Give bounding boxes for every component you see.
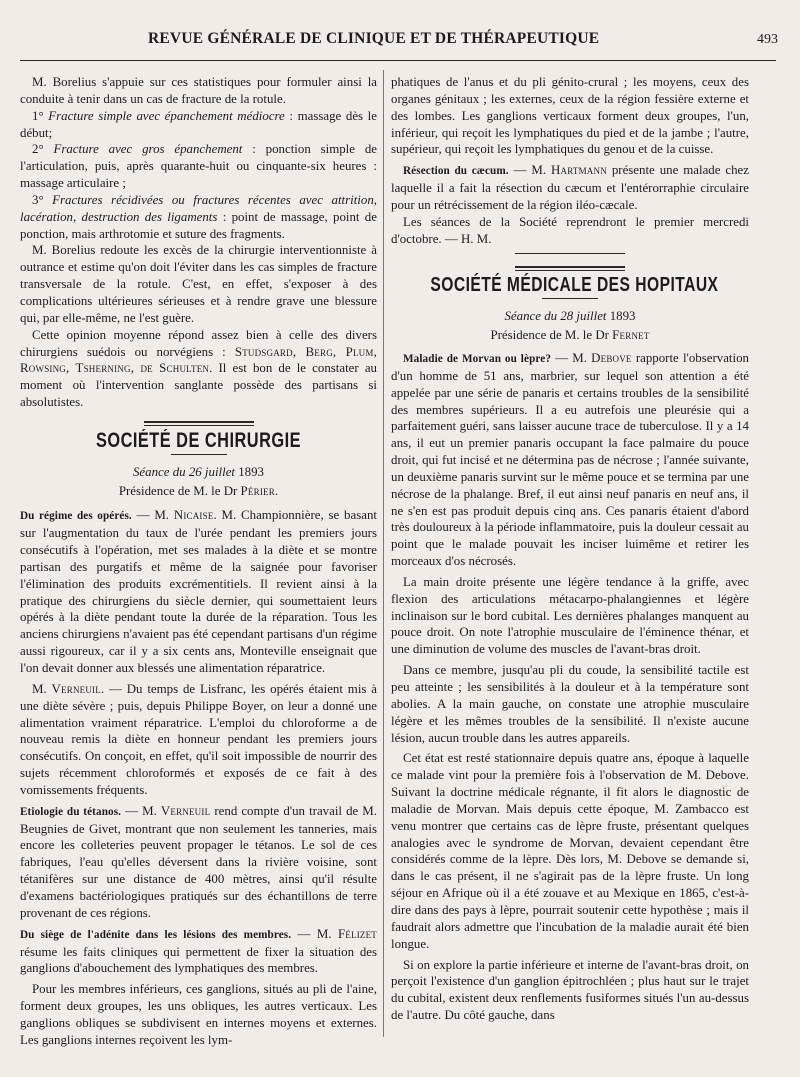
paragraph-borelius: M. Borelius redoute les excès de la chirurgie interventionniste à outrance et estime qu'on doit l'éviter dans les cas simples de fracture transversale de la rotule. C'est, en effet, s'exposer à des complications ultérieures sérieuses et à rendre grave une blessure qui, par elle-même, ne l'est guère. xyxy=(20,243,377,325)
seance-line: Séance du 28 juillet 1893 xyxy=(504,309,636,324)
list-item-2 xyxy=(20,141,377,192)
list-item-text: : point de massage, point de ponction, mais arthrotomie et suture des fragments. xyxy=(20,209,377,241)
section-rule xyxy=(515,266,625,271)
list-item-number: 3° xyxy=(32,192,44,207)
running-head xyxy=(20,30,778,54)
list-item-text: : massage dès le début; xyxy=(20,108,377,140)
seance-date: 28 juillet xyxy=(560,309,607,324)
paragraph-exploration: Si on explore la partie inférieure et interne de l'avant-bras droit, on perçoit l'existence d'un ganglion épitrochléen ; plus haut sur le trajet du cubital, existent deux renflements fusiformes situés l'un au-dessus de l'autre. Du côté gauche, dans xyxy=(391,957,749,1023)
paragraph-membres: Pour les membres inférieurs, ces ganglions, situés au pli de l'aine, forment deux groupes, les uns obliques, les autres verticaux. Les ganglions obliques se subdivisent en internes moyens et externes. Les ganglions internes reçoivent les lym- xyxy=(20,982,377,1047)
page-number: 493 xyxy=(757,32,778,47)
list-item-text: : ponction simple de l'articulation, puis, après quarante-huit ou cinquante-six heures : massage articulaire ; xyxy=(20,142,377,191)
list-item-number: 2° xyxy=(32,142,44,157)
running-title: REVUE GÉNÉRALE DE CLINIQUE ET DE THÉRAPEUTIQUE xyxy=(148,30,600,47)
seance-line: Séance du 26 juillet 1893 xyxy=(132,464,265,479)
seance-year: 1893 xyxy=(606,309,636,324)
paragraph-adenite: Du siège de l'adénite dans les lésions des membres. — M. Félizet résume les faits cliniques qui permettent de fixer la situation des ganglions d'abouchement des lymphatiques des membres. xyxy=(20,926,377,976)
section-title-medicale: SOCIÉTÉ MÉDICALE DES HOPITAUX xyxy=(430,274,719,297)
right-column xyxy=(391,74,749,1024)
section-label: Du siège de l'adénite dans les lésions des membres. xyxy=(20,928,292,941)
title-underline xyxy=(542,298,598,299)
paragraph-resection: Résection du cæcum. — M. Hartmann présente une malade chez laquelle il a fait la résection du cæcum et l'entérorraphie circulaire pour un rétrécissement de la région iléo-cæcale. xyxy=(391,163,749,212)
section-label: Etiologie du tétanos. xyxy=(20,805,122,818)
list-item-title: Fractures récidivées ou fractures récentes avec attrition, lacération, destruction des ligaments xyxy=(20,192,377,224)
presidence-line: Présidence de M. le Dr Périer. xyxy=(118,483,279,498)
seance-year: 1893 xyxy=(235,464,265,479)
list-item-number: 1° xyxy=(32,108,44,123)
paragraph-regime: Du régime des opérés. — M. Nicaise. M. Championnière, se basant sur l'augmentation du taux de l'urée pendant les premiers jours consécutifs à l'opération, met ses malades à la diète et se montre partisan des purgatifs et même de la saignée pour favoriser l'élimination des produits excrémentitiels. Il revient ainsi à la pratique des chirurgiens du siècle dernier, qui soumettaient leurs opérés à la diète pendant toute la durée de la réparation. Tous les anciens chirurgiens n'avaient pas été cependant partisans d'un régime aussi rigoureux, car il y a six cents ans, Monteville enseignait que l'on devait donner aux blessés une alimentation réparatrice. xyxy=(20,508,377,675)
signature-rule xyxy=(515,253,625,254)
paragraph-etat: Cet état est resté stationnaire depuis quatre ans, époque à laquelle ce malade vint pour la première fois à l'observation de M. Debove. Suivant la doctrine médicale régnante, il fit alors le diagnostic de maladie de Morvan. Mais depuis cette époque, M. Zambacco est venu montrer que certains cas de lèpre fruste, présentant quelques analogies avec le syndrome de Morvan, devaient cependant être considérés comme de la lèpre. Dès lors, M. Debove se demande si, dans le cas présent, il ne s'agirait pas de la lèpre fruste. Un long séjour en Afrique où il a été zouave et au Mexique en 1865, c'est-à-dire dans des pays à lèpre, pourrait soutenir cette hypothèse ; mais il faudrait alors admettre que l'incubation de la maladie aurait été bien longue. xyxy=(391,751,749,951)
president-name: Fernet xyxy=(612,328,650,343)
column-divider xyxy=(383,70,384,1037)
list-item-3 xyxy=(20,192,377,243)
list-item-title: Fracture avec gros épanchement xyxy=(53,142,243,157)
section-label: Maladie de Morvan ou lèpre? xyxy=(403,352,552,365)
paragraph-intro: M. Borelius s'appuie sur ces statistiques pour formuler ainsi la conduite à tenir dans un cas de fracture de la rotule. xyxy=(20,75,377,106)
surgeon-names: Studsgard, Berg, Plum, Rowsing, Tsherning, de Schulten xyxy=(20,344,378,376)
section-label: Du régime des opérés. xyxy=(20,510,132,523)
paragraph-seances: Les séances de la Société reprendront le premier mercredi d'octobre. — H. M. xyxy=(391,214,749,246)
paragraph-morvan: Maladie de Morvan ou lèpre? — M. Debove rapporte l'observation d'un homme de 51 ans, marbrier, sur lequel son attention a été appelée par une série de panaris et certains troubles de la sensibilité des membres supérieurs. Il a eu autrefois une pleurésie qui a parfaitement guéri, sans laisser aucune trace de tuberculose. Il y a 14 ans, il eut un premier panaris occupant la face palmaire du pouce droit, qui fut incisé et ne détermina pas de nécrose ; l'année suivante, un deuxième panaris survint sur le même pouce et se termina par une nécrose de la phalange. Bref, il eut ainsi neuf panaris en neuf ans, il ne s'en est pas produit depuis cinq ans. Ces panaris étaient d'abord très douloureux à la période inflammatoire, puis la douleur cessait au point que le malade pouvait les inciser luimême et retirer les morceaux d'os nécrosés. xyxy=(391,350,749,569)
section-label: Résection du cæcum. xyxy=(403,165,509,178)
paragraph-main-droite: La main droite présente une légère tendance à la griffe, avec flexion des articulations métacarpo-phalangiennes et légère inclinaison sur le bord cubital. Les dernières phalanges manquent au pouce droit. On note l'atrophie musculaire de l'éminence thénar, et une diminution de volume des muscles de l'avant-bras droit. xyxy=(391,574,749,657)
paragraph-opinion: Cette opinion moyenne répond assez bien à celle des divers chirurgiens suédois ou norvégiens : Studsgard, Berg, Plum, Rowsing, Tsherning, de Schulten. Il est bon de le constater au moment où l'intervention sanglante possède des partisans si absolutistes. xyxy=(20,327,378,410)
paragraph-continuation: phatiques de l'anus et du pli génito-crural ; les moyens, ceux des organes génitaux ; les externes, ceux de la région fessière externe et des lombes. Les ganglions verticaux forment deux groupes, l'un, inférieur, qui reçoit les lymphatiques du pied et de la jambe ; l'autre, supérieur, qui reçoit les lymphatiques du genou et de la cuisse. xyxy=(391,75,749,157)
seance-date: 26 juillet xyxy=(188,464,235,479)
paragraph-tetanos: Etiologie du tétanos. — M. Verneuil rend compte d'un travail de M. Beugnies de Givet, montrant que non seulement les tanneries, mais encore les colleteries peuvent propager le tétanos. Le sol de ces fabriques, l'eau qu'elles déversent dans la rivière voisine, sont tétanifères sur une distance de 400 mètres, ainsi qu'il résulte d'examens bactériologiques pratiqués sur des échantillons de terre provenant de ces régions. xyxy=(20,803,377,920)
header-rule xyxy=(20,60,776,61)
president-name: Périer xyxy=(240,483,275,498)
list-item-1 xyxy=(20,108,377,142)
paragraph-verneuil: M. Verneuil. — Du temps de Lisfranc, les opérés étaient mis à une diète sévère ; puis, depuis Philippe Boyer, on leur a donné une alimentation vraiment réparatrice. L'emploi du chloroforme a de nouveau remis la diète en honneur pendant les premiers jours consécutifs. On conçoit, en effet, qu'il soit impossible de nourrir des sujets récemment chloroformés et exposés de ce fait à des vomissements fréquents. xyxy=(20,681,377,797)
section-rule xyxy=(144,421,254,426)
list-item-title: Fracture simple avec épanchement médiocre xyxy=(48,108,285,123)
left-column xyxy=(20,74,377,1049)
paragraph-membre: Dans ce membre, jusqu'au pli du coude, la sensibilité tactile est peu atteinte ; les sensibilités à la douleur et à la température sont abolies. A la main gauche, on constate une atrophie musculaire légère et les mêmes troubles de la sensibilité. Il n'existe aucune lésion, aucun trouble dans les autres appareils. xyxy=(391,663,749,745)
title-underline xyxy=(171,454,227,455)
presidence-line: Présidence de M. le Dr Fernet xyxy=(490,328,650,343)
section-title-chirurgie: SOCIÉTÉ DE CHIRURGIE xyxy=(95,428,302,452)
